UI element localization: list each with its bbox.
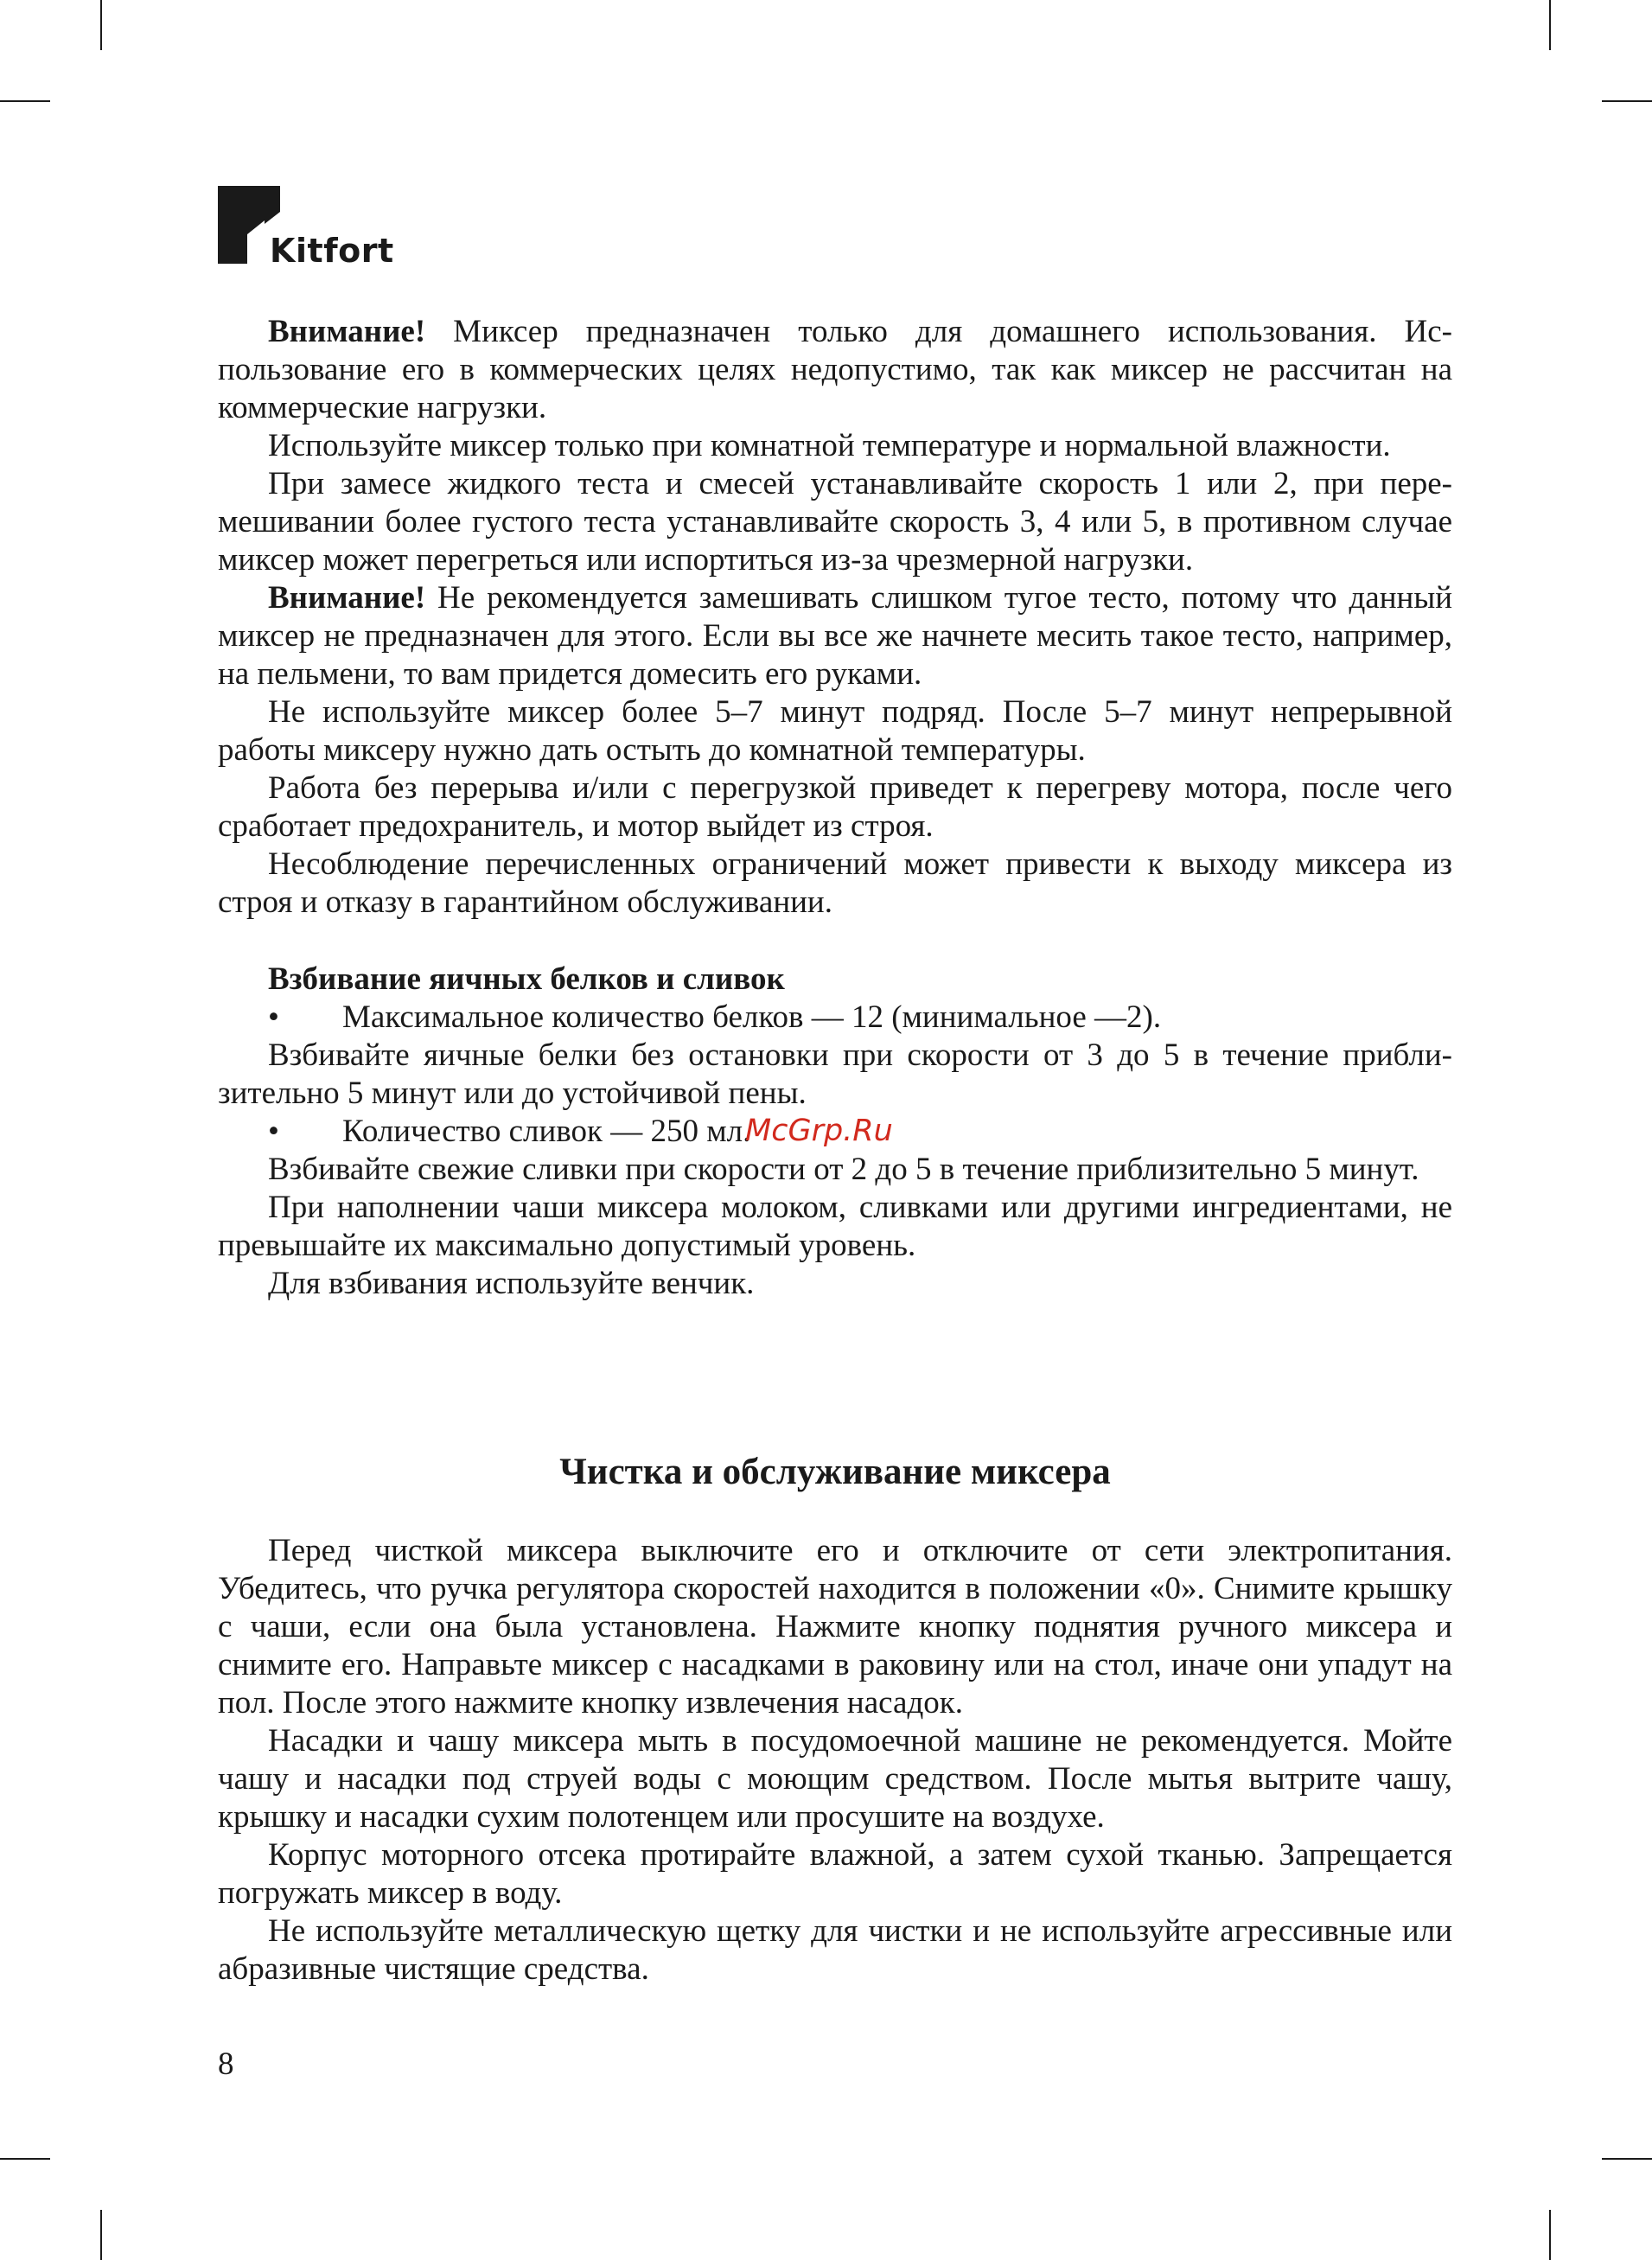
- paragraph: Взбивайте свежие сливки при скорости от 2 до 5 в течение приблизительно 5 минут.: [268, 1152, 1419, 1187]
- paragraph: [218, 313, 1452, 427]
- section-title: Чистка и обслуживание миксера: [559, 1452, 1111, 1492]
- bullet-item: [218, 999, 1452, 1037]
- crop-mark: [0, 2158, 50, 2160]
- paragraph: [218, 846, 1452, 922]
- paragraph: Перед чисткой миксера выключите его и отключите от сети электропитания. Убедитесь, что ручка регулятора скоростей находится в положении «0». Снимите крышку с чаши, если она была установлена. Нажмите кнопку поднятия ручного миксера и снимите его. Направьте миксер с насадками в раковину или на стол, иначе они упадут на пол. После этого нажмите кнопку извлечения насадок.: [218, 1533, 1452, 1721]
- paragraph: [218, 465, 1452, 579]
- crop-mark: [100, 2210, 102, 2260]
- paragraph: Не используйте металлическую щетку для чистки и не используйте агрессивные или абразивные чистящие средства.: [218, 1913, 1452, 1987]
- paragraph: Взбивайте яичные белки без остановки при скорости от 3 до 5 в течение приблизительно 5 минут или до устойчивой пены.: [218, 1037, 1452, 1111]
- watermark: McGrp.Ru: [745, 1114, 893, 1148]
- crop-mark: [1549, 0, 1551, 50]
- paragraph: [218, 427, 1452, 465]
- cleaning-section: [218, 1532, 1452, 1989]
- bullet-icon: •: [268, 999, 279, 1035]
- warning-label: Внимание!: [268, 580, 426, 616]
- crop-mark: [1549, 2210, 1551, 2260]
- bullet-text: Максимальное количество белков — 12 (минимальное —2).: [342, 999, 1162, 1035]
- paragraph: Корпус моторного отсека протирайте влажной, а затем сухой тканью. Запрещается погружать миксер в воду.: [218, 1837, 1452, 1911]
- paragraph-text: При замесе жидкого теста и смесей устанавливайте скорость 1 или 2, при перемешивании более густого теста устанавливайте скорость 3, 4 или 5, в противном случае миксер может перегреться или испортиться из-за чрезмерной нагрузки.: [218, 466, 1452, 578]
- paragraph-text: Не используйте миксер более 5–7 минут подряд. После 5–7 минут непрерывной работы миксеру нужно дать остыть до комнатной температуры.: [218, 694, 1452, 768]
- paragraph: [218, 769, 1452, 846]
- page-number: 8: [218, 2046, 234, 2082]
- paragraph-text: Не рекомендуется замешивать слишком тугое тесто, потому что данный миксер не предназначен для этого. Если вы все же начнете месить такое тесто, например, на пельмени, то вам придется домесить его руками.: [218, 580, 1452, 692]
- bullet-text: Количество сливок — 250 мл.: [342, 1114, 751, 1149]
- crop-mark: [100, 0, 102, 50]
- crop-mark: [1602, 100, 1652, 102]
- paragraph-text: Работа без перерыва и/или с перегрузкой приведет к перегреву мотора, после чего сработает предохранитель, и мотор выйдет из строя.: [218, 770, 1452, 844]
- paragraph: Для взбивания используйте венчик.: [268, 1266, 755, 1301]
- brand-name: Kitfort: [270, 232, 394, 270]
- paragraph-text: Миксер предназначен только для домашнего использования. Использование его в коммерческих целях недопустимо, так как миксер не рассчитан на коммерческие нагрузки.: [218, 314, 1452, 425]
- paragraph: [218, 579, 1452, 693]
- crop-mark: [1602, 2158, 1652, 2160]
- bullet-icon: •: [268, 1114, 279, 1149]
- paragraph: При наполнении чаши миксера молоком, сливками или другими ингредиентами, не превышайте их максимально допустимый уровень.: [218, 1190, 1452, 1263]
- warning-label: Внимание!: [268, 314, 426, 349]
- paragraph-text: Несоблюдение перечисленных ограничений может привести к выходу миксера из строя и отказу в гарантийном обслуживании.: [218, 846, 1452, 920]
- paragraph-text: Используйте миксер только при комнатной температуре и нормальной влажности.: [268, 428, 1391, 463]
- intro-block: [218, 313, 1452, 922]
- crop-mark: [0, 100, 50, 102]
- paragraph: [218, 693, 1452, 769]
- whipping-heading: Взбивание яичных белков и сливок: [268, 961, 785, 997]
- paragraph: Насадки и чашу миксера мыть в посудомоечной машине не рекомендуется. Мойте чашу и насадки под струей воды с моющим средством. После мытья вытрите чашу, крышку и насадки сухим полотенцем или просушите на воздухе.: [218, 1723, 1452, 1835]
